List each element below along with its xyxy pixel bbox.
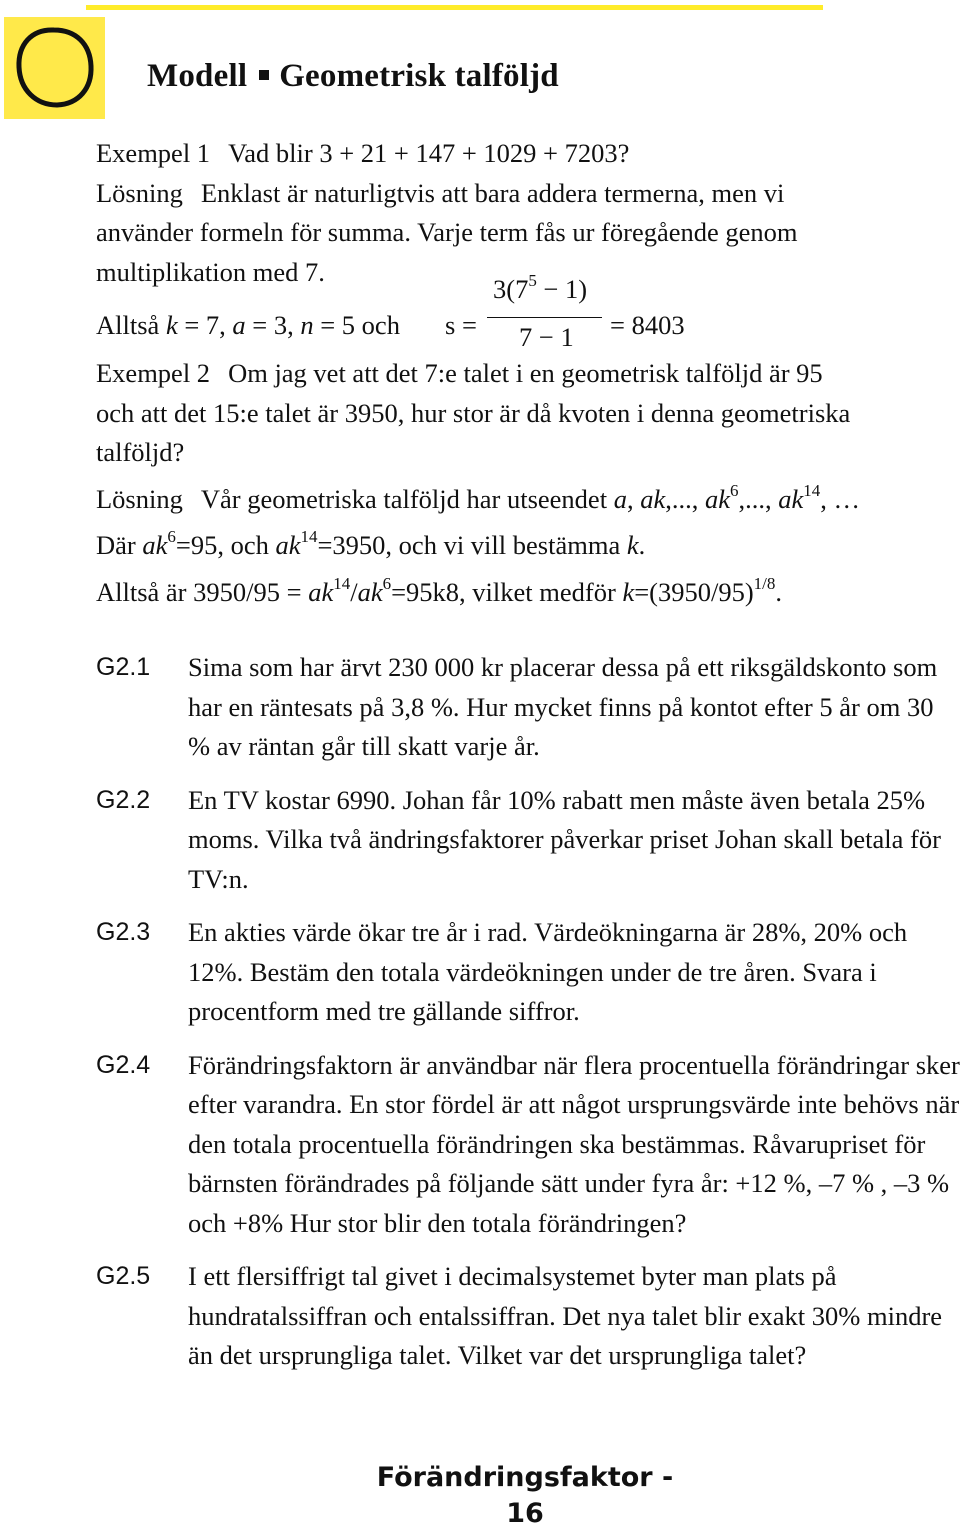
example-1-label: Exempel 1 (96, 138, 211, 168)
logo-circle-icon (4, 17, 105, 119)
page-title (147, 58, 559, 95)
solution-2 (96, 480, 960, 520)
formula-numerator (493, 270, 587, 310)
top-accent-rule (86, 5, 823, 10)
problem-item (96, 913, 960, 1032)
example-2-label: Exempel 2 (96, 358, 211, 388)
footer-title: Förändringsfaktor - (376, 1462, 674, 1493)
solution-1-label: Lösning (96, 177, 183, 208)
example-2 (96, 354, 960, 394)
problem-list (96, 648, 960, 1376)
numerator-tail: − 1) (536, 274, 588, 304)
problem-item (96, 648, 960, 767)
problem-item (96, 781, 960, 900)
problem-number: G2.1 (96, 653, 151, 681)
solution-2-label: Lösning (96, 483, 183, 514)
solution-2-line3-text: Alltså är $3950/95 = ak^{14}/ak^6=95k8$, vilket medför $k=(3950/95)^{1/8}$. (96, 573, 783, 607)
problem-text: Förändringsfaktorn är användbar när flera procentuella förändringar sker efter varandra. En stor fördel är att något ursprungsvärde inte behövs när den totala procentuella förändringen ska bestämmas. Råvarupriset för bärnsten förändrades på följande sätt under fyra år: +12 %, –7 % , –3 % och +8% Hur stor blir den totala förändringen? (188, 1049, 960, 1238)
numerator-exponent: 5 (528, 271, 537, 290)
solution-2-line2-text: Där $ak^6=95$, och $ak^{14}=3950$, och vi vill bestämma k. (96, 527, 646, 560)
formula-denominator: 7 − 1 (519, 322, 574, 352)
formula-lead: Alltså (96, 310, 160, 340)
title-part2: Geometrisk talföljd (279, 58, 559, 94)
problem-text: En akties värde ökar tre år i rad. Värdeökningarna är 28%, 20% och 12%. Bestäm den totala värdeökningen under de tre åren. Svara i procentform med tre gällande siffror. (188, 917, 908, 1026)
solution-1-text-b: använder formeln för summa. Varje term fås ur föregående genom (96, 217, 798, 247)
title-part1: Modell (147, 58, 248, 94)
problem-number: G2.3 (96, 918, 151, 946)
problem-text: I ett flersiffrigt tal givet i decimalsystemet byter man plats på hundratalssiffran och entalssiffran. Det nya talet blir exakt 30% mindre än det ursprungliga talet. Vilket var det ursprungliga talet? (188, 1261, 943, 1370)
example-2-text-c: talföljd? (96, 437, 185, 467)
example-2-text-b: och att det 15:e talet är 3950, hur stor är då kvoten i denna geometriska (96, 397, 851, 428)
solution-2-line1: Vår geometriska talföljd har utseendet a, ak,..., $ak^6$,..., $ak^{14}$, … (200, 480, 860, 514)
solution-1-text-c: multiplikation med 7. (96, 256, 325, 287)
bullet-square-icon (259, 70, 269, 80)
examples-section (96, 134, 960, 612)
solution-1 (96, 174, 960, 214)
formula-s: s = (445, 310, 477, 340)
problem-text: Sima som har ärvt 230 000 kr placerar dessa på ett riksgäldskonto som har en räntesats på 3,8 %. Hur mycket finns på kontot efter 5 år om 30 % av räntan går till skatt varje år. (188, 652, 938, 761)
formula-result: = 8403 (610, 310, 685, 340)
example-1 (96, 134, 960, 174)
formula-params: k = 7, a = 3, n = 5 och (165, 310, 400, 340)
problem-item (96, 1257, 960, 1376)
numerator-base: 3(7 (493, 274, 529, 304)
problem-text: En TV kostar 6990. Johan får 10% rabatt men måste även betala 25% moms. Vilka två ändringsfaktorer påverkar priset Johan skall betala för TV:n. (188, 784, 941, 894)
problem-number: G2.2 (96, 785, 151, 814)
page-number: 16 (506, 1498, 544, 1529)
solution-2-line2 (96, 526, 960, 566)
example-2-text-a: Om jag vet att det 7:e talet i en geometrisk talföljd är 95 (228, 358, 823, 388)
problem-number: G2.4 (96, 1050, 151, 1079)
problem-item (96, 1046, 960, 1244)
problem-number: G2.5 (96, 1262, 151, 1290)
solution-1-text-a: Enklast är naturligtvis att bara addera termerna, men vi (200, 177, 785, 208)
solution-2-line3 (96, 573, 960, 613)
page-footer (0, 1460, 960, 1532)
example-1-text: Vad blir 3 + 21 + 147 + 1029 + 7203? (228, 138, 630, 168)
